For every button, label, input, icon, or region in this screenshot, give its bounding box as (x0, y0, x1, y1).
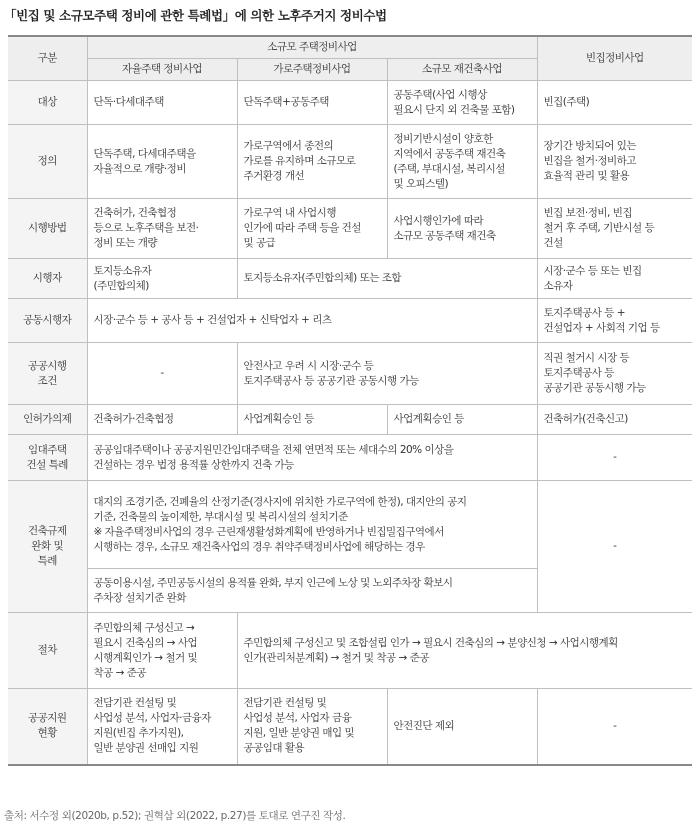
renewal-methods-table (8, 35, 692, 766)
cell-permit-autonomous: 건축허가·건축협정 (87, 405, 237, 435)
row-label-definition: 정의 (8, 125, 87, 199)
header-street-housing: 가로주택정비사업 (237, 59, 387, 81)
row-label-relief: 건축규제 완화 및 특례 (8, 481, 87, 613)
row-label-public-condition: 공공시행 조건 (8, 343, 87, 405)
header-gubun: 구분 (8, 36, 87, 81)
cell-public-condition-street-reconstruction: 안전사고 우려 시 시장·군수 등 토지주택공사 등 공공기관 공동시행 가능 (237, 343, 537, 405)
table-row-support (8, 689, 692, 765)
cell-definition-vacant: 장기간 방치되어 있는 빈집을 철거·정비하고 효율적 관리 및 활용 (537, 125, 692, 199)
cell-method-reconstruction: 사업시행인가에 따라 소규모 공동주택 재건축 (387, 199, 537, 259)
source-note: 출처: 서수정 외(2020b, p.52); 권혁삼 외(2022, p.27)를 토대로 연구진 작성. (4, 810, 346, 822)
cell-target-street: 단독주택+공동주택 (237, 81, 387, 125)
row-label-joint-operator: 공동시행자 (8, 299, 87, 343)
cell-permit-street: 사업계획승인 등 (237, 405, 387, 435)
cell-relief-parking: 공동이용시설, 주민공동시설의 용적률 완화, 부지 인근에 노상 및 노외주차장 확보시 주차장 설치기준 완화 (87, 569, 537, 613)
cell-procedure-autonomous: 주민합의체 구성신고 → 필요시 건축심의 → 사업 시행계획인가 → 철거 및 착공 → 준공 (87, 613, 237, 689)
cell-definition-street: 가로구역에서 종전의 가로를 유지하며 소규모로 주거환경 개선 (237, 125, 387, 199)
cell-definition-autonomous: 단독주택, 다세대주택을 자율적으로 개량·정비 (87, 125, 237, 199)
header-autonomous-housing: 자율주택 정비사업 (87, 59, 237, 81)
cell-support-vacant: - (537, 689, 692, 765)
cell-support-autonomous: 전담기관 컨설팅 및 사업성 분석, 사업자·금융자 지원(빈집 추가지원), 일반 분양권 선매입 지원 (87, 689, 237, 765)
cell-joint-operator-vacant: 토지주택공사 등 + 건설업자 + 사회적 기업 등 (537, 299, 692, 343)
cell-support-street: 전담기관 컨설팅 및 사업성 분석, 사업자 금융 지원, 일반 분양권 매입 및 공공임대 활용 (237, 689, 387, 765)
table-row-target (8, 81, 692, 125)
cell-operator-street-reconstruction: 토지등소유자(주민합의체) 또는 조합 (237, 259, 537, 299)
table-row-rental (8, 435, 692, 481)
header-small-housing-group: 소규모 주택정비사업 (87, 36, 537, 59)
row-label-target: 대상 (8, 81, 87, 125)
cell-permit-reconstruction: 사업계획승인 등 (387, 405, 537, 435)
cell-target-reconstruction: 공동주택(사업 시행상 필요시 단지 외 건축물 포함) (387, 81, 537, 125)
cell-public-condition-autonomous: - (87, 343, 237, 405)
table-row-public-condition (8, 343, 692, 405)
table-row-joint-operator (8, 299, 692, 343)
cell-permit-vacant: 건축허가(건축신고) (537, 405, 692, 435)
table-row-operator (8, 259, 692, 299)
cell-target-vacant: 빈집(주택) (537, 81, 692, 125)
cell-operator-vacant: 시장·군수 등 또는 빈집 소유자 (537, 259, 692, 299)
row-label-method: 시행방법 (8, 199, 87, 259)
header-small-reconstruction: 소규모 재건축사업 (387, 59, 537, 81)
table-row-method (8, 199, 692, 259)
row-label-rental: 임대주택 건설 특례 (8, 435, 87, 481)
cell-joint-operator-small: 시장·군수 등 + 공사 등 + 건설업자 + 신탁업자 + 리츠 (87, 299, 537, 343)
cell-rental-small: 공공임대주택이나 공공지원민간임대주택을 전체 연면적 또는 세대수의 20% 이상을 건설하는 경우 법정 용적률 상한까지 건축 가능 (87, 435, 537, 481)
cell-method-street: 가로구역 내 사업시행 인가에 따라 주택 등을 건설 및 공급 (237, 199, 387, 259)
cell-method-vacant: 빈집 보전·정비, 빈집 철거 후 주택, 기반시설 등 건설 (537, 199, 692, 259)
cell-support-reconstruction: 안전진단 제외 (387, 689, 537, 765)
table-row-definition (8, 125, 692, 199)
row-label-support: 공공지원 현황 (8, 689, 87, 765)
cell-relief-vacant: - (537, 481, 692, 613)
table-row-procedure (8, 613, 692, 689)
row-label-procedure: 절차 (8, 613, 87, 689)
table-title: 「빈집 및 소규모주택 정비에 관한 특례법」에 의한 노후주거지 정비수법 (4, 8, 387, 23)
row-label-operator: 시행자 (8, 259, 87, 299)
cell-method-autonomous: 건축허가, 건축협정 등으로 노후주택을 보전· 정비 또는 개량 (87, 199, 237, 259)
cell-rental-vacant: - (537, 435, 692, 481)
cell-definition-reconstruction: 정비기반시설이 양호한 지역에서 공동주택 재건축 (주택, 부대시설, 복리시설 및 오피스텔) (387, 125, 537, 199)
cell-target-autonomous: 단독·다세대주택 (87, 81, 237, 125)
row-label-permit: 인허가의제 (8, 405, 87, 435)
table-row-permit (8, 405, 692, 435)
table-row-relief (8, 481, 692, 569)
header-vacant-house-project: 빈집정비사업 (537, 36, 692, 81)
cell-public-condition-vacant: 직권 철거시 시장 등 토지주택공사 등 공공기관 공동시행 가능 (537, 343, 692, 405)
cell-procedure-others: 주민합의체 구성신고 및 조합설립 인가 → 필요시 건축심의 → 분양신청 → 사업시행계획 인가(관리처분계획) → 철거 및 착공 → 준공 (237, 613, 692, 689)
cell-operator-autonomous: 토지등소유자 (주민합의체) (87, 259, 237, 299)
cell-relief-standards: 대지의 조경기준, 건폐율의 산정기준(경사지에 위치한 가로구역에 한정), 대지안의 공지 기준, 건축물의 높이제한, 부대시설 및 복리시설의 설치기준 ※ 자율주택정비사업의 경우 근린재생활성화계획에 반영하거나 빈집밀집구역에서 시행하는 경우, 소규모 재건축사업의 경우 취약주택정비사업에 해당하는 경우 (87, 481, 537, 569)
